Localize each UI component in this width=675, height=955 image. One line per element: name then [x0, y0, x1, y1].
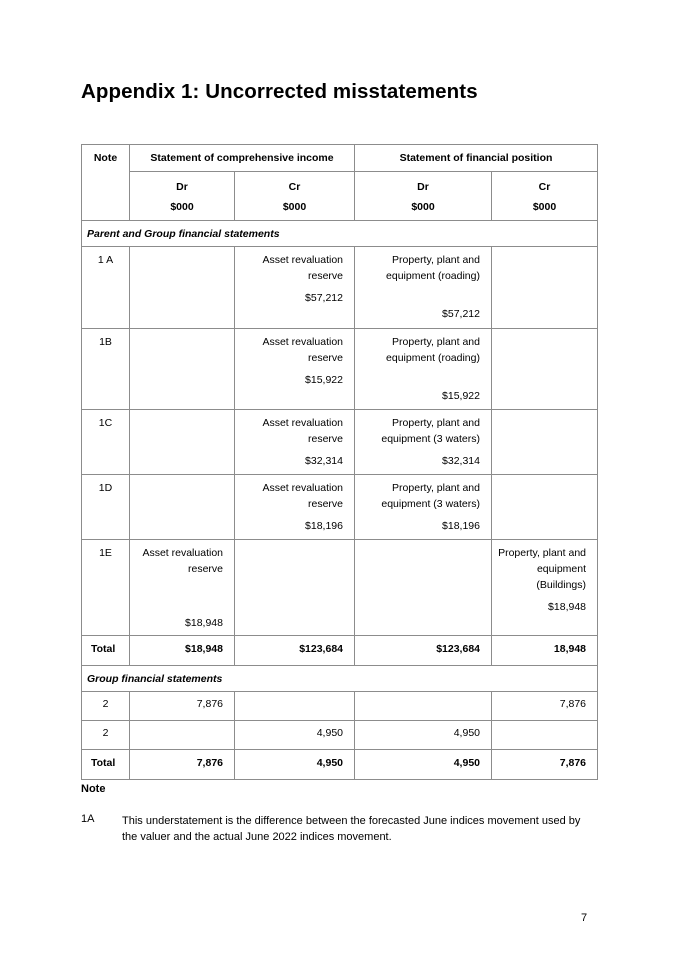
total-dr-1: $18,948 — [130, 636, 235, 666]
total-cr-2: 7,876 — [492, 750, 598, 780]
total-dr-2: 4,950 — [355, 750, 492, 780]
total-label: Total — [82, 636, 130, 666]
page-number: 7 — [581, 912, 588, 924]
cell-dr-1 — [130, 721, 235, 750]
cell-cr-1 — [235, 692, 355, 721]
header-cr-2: Cr $000 — [492, 172, 598, 221]
total-dr-2: $123,684 — [355, 636, 492, 666]
cell-cr-1 — [235, 540, 355, 636]
footnote-text: This understatement is the difference between the forecasted June indices movement used by the valuer and the actual June 2022 indices movement. — [122, 815, 581, 843]
table-row — [82, 247, 598, 329]
misstatements-table — [81, 144, 598, 780]
row-note: 1C — [82, 410, 130, 475]
footnote-key: 1A — [81, 813, 95, 825]
total-row — [82, 750, 598, 780]
cell-dr-2: Property, plant and equipment (3 waters) $18,196 — [355, 475, 492, 540]
cell-cr-1: Asset revaluation reserve $18,196 — [235, 475, 355, 540]
table-row — [82, 329, 598, 410]
cell-dr-1 — [130, 410, 235, 475]
total-cr-1: $123,684 — [235, 636, 355, 666]
cell-dr-2 — [355, 540, 492, 636]
cell-dr-2: Property, plant and equipment (roading) $15,922 — [355, 329, 492, 410]
cell-dr-1 — [130, 247, 235, 329]
cell-dr-2: Property, plant and equipment (3 waters) $32,314 — [355, 410, 492, 475]
table-row — [82, 540, 598, 636]
cell-cr-2 — [492, 410, 598, 475]
total-label: Total — [82, 750, 130, 780]
cell-cr-2: Property, plant and equipment (Buildings) $18,948 — [492, 540, 598, 636]
cell-dr-1 — [130, 329, 235, 410]
table-row — [82, 692, 598, 721]
cell-cr-2 — [492, 247, 598, 329]
section-parent-group: Parent and Group financial statements — [82, 221, 598, 247]
total-row — [82, 636, 598, 666]
row-note: 2 — [82, 721, 130, 750]
cell-cr-1: Asset revaluation reserve $57,212 — [235, 247, 355, 329]
row-note: 1D — [82, 475, 130, 540]
header-dr-2: Dr $000 — [355, 172, 492, 221]
cell-cr-1: 4,950 — [235, 721, 355, 750]
total-dr-1: 7,876 — [130, 750, 235, 780]
cell-cr-1: Asset revaluation reserve $32,314 — [235, 410, 355, 475]
row-note: 1E — [82, 540, 130, 636]
cell-dr-2: 4,950 — [355, 721, 492, 750]
header-financial-position: Statement of financial position — [355, 145, 598, 172]
cell-cr-2: 7,876 — [492, 692, 598, 721]
cell-dr-1: 7,876 — [130, 692, 235, 721]
row-note: 1B — [82, 329, 130, 410]
table-row — [82, 721, 598, 750]
cell-cr-2 — [492, 721, 598, 750]
cell-dr-1 — [130, 475, 235, 540]
cell-dr-2: Property, plant and equipment (roading) $57,212 — [355, 247, 492, 329]
total-cr-2: 18,948 — [492, 636, 598, 666]
row-note: 1 A — [82, 247, 130, 329]
cell-cr-1: Asset revaluation reserve $15,922 — [235, 329, 355, 410]
notes-heading: Note — [81, 783, 106, 795]
header-cr-1: Cr $000 — [235, 172, 355, 221]
table-row — [82, 410, 598, 475]
total-cr-1: 4,950 — [235, 750, 355, 780]
table-row — [82, 475, 598, 540]
header-dr-1: Dr $000 — [130, 172, 235, 221]
cell-dr-1: Asset revaluation reserve $18,948 — [130, 540, 235, 636]
header-note: Note — [82, 145, 130, 221]
cell-cr-2 — [492, 475, 598, 540]
section-group: Group financial statements — [82, 666, 598, 692]
page-title: Appendix 1: Uncorrected misstatements — [81, 80, 478, 103]
header-comprehensive-income: Statement of comprehensive income — [130, 145, 355, 172]
row-note: 2 — [82, 692, 130, 721]
cell-cr-2 — [492, 329, 598, 410]
cell-dr-2 — [355, 692, 492, 721]
